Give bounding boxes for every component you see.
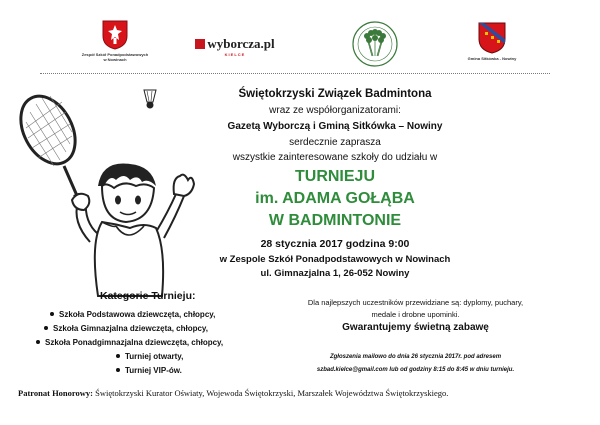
guarantee-text: Gwarantujemy świetną zabawę	[342, 322, 489, 333]
school-logo	[60, 20, 170, 62]
categories-list	[36, 308, 286, 378]
prizes-line-2: medale i drobne upominki.	[371, 310, 460, 319]
badminton-association-logo	[350, 20, 400, 73]
header-divider	[40, 73, 550, 74]
category-label: Turniej otwarty,	[125, 352, 184, 361]
list-item	[36, 364, 286, 378]
categories-title: Kategorie Turnieju:	[100, 290, 196, 302]
invite-target: wszystkie zainteresowane szkoły do udziału w	[232, 152, 438, 163]
registration-line-1: Zgłoszenia mailowo do dnia 26 stycznia 2017r. pod adresem	[329, 354, 502, 360]
bullet-icon	[50, 312, 54, 316]
category-label: Turniej VIP-ów.	[125, 366, 182, 375]
badminton-seal-icon	[351, 20, 399, 68]
bullet-icon	[44, 326, 48, 330]
list-item	[36, 322, 286, 336]
bullet-icon	[116, 368, 120, 372]
wyborcza-name: wyborcza.pl	[207, 36, 275, 51]
registration-line-2: szbad.kielce@gmail.com lub od godziny 8:15 do 8:45 w dniu turnieju.	[316, 367, 515, 373]
wyborcza-mark-icon	[195, 39, 205, 49]
patronage-text: Świętokrzyski Kurator Oświaty, Wojewoda Świętokrzyski, Marszałek Województwa Świętokrzyskiego.	[95, 388, 449, 398]
category-label: Szkoła Gimnazjalna dziewczęta, chłopcy,	[53, 324, 209, 333]
tournament-title-1: TURNIEJU	[294, 168, 375, 185]
wyborcza-city: KIELCE	[224, 52, 246, 57]
school-caption-1: Zespół Szkół Ponadpodstawowych	[81, 52, 149, 57]
list-item	[36, 308, 286, 322]
prizes-line-1: Dla najlepszych uczestników przewidziane są: dyplomy, puchary,	[307, 298, 524, 307]
prizes-text	[283, 297, 548, 321]
racket-icon	[10, 87, 86, 208]
wyborcza-logo	[195, 36, 275, 57]
bullet-icon	[116, 354, 120, 358]
category-label: Szkoła Podstawowa dziewczęta, chłopcy,	[59, 310, 216, 319]
coorganizers: Gazetą Wyborczą i Gminą Sitkówka – Nowiny	[227, 121, 443, 132]
shuttlecock-icon	[144, 90, 156, 109]
registration-info	[283, 351, 548, 377]
badminton-player-illustration	[6, 82, 206, 302]
gmina-logo	[452, 22, 532, 61]
school-caption-2: w Nowinach	[103, 57, 127, 62]
list-item	[36, 336, 286, 350]
organizer-name: Świętokrzyski Związek Badmintona	[238, 88, 432, 100]
patronage-label: Patronat Honorowy:	[18, 388, 94, 398]
event-date: 28 stycznia 2017 godzina 9:00	[260, 238, 410, 250]
tournament-title-3: W BADMINTONIE	[268, 212, 402, 229]
invites-text: serdecznie zaprasza	[289, 137, 381, 148]
tournament-title-2: im. ADAMA GOŁĄBA	[255, 190, 415, 207]
category-label: Szkoła Ponadgimnazjalna dziewczęta, chłopcy,	[45, 338, 224, 347]
gmina-caption: Gmina Sitkówka - Nowiny	[467, 56, 517, 61]
patronage	[18, 388, 588, 398]
bullet-icon	[36, 340, 40, 344]
gmina-crest-icon	[478, 22, 506, 54]
school-crest-icon	[102, 20, 128, 50]
event-address: ul. Gimnazjalna 1, 26-052 Nowiny	[260, 268, 410, 279]
list-item	[36, 350, 286, 364]
event-venue: w Zespole Szkół Ponadpodstawowych w Nowinach	[219, 254, 451, 265]
coorganizers-intro: wraz ze współorganizatorami:	[269, 105, 401, 116]
